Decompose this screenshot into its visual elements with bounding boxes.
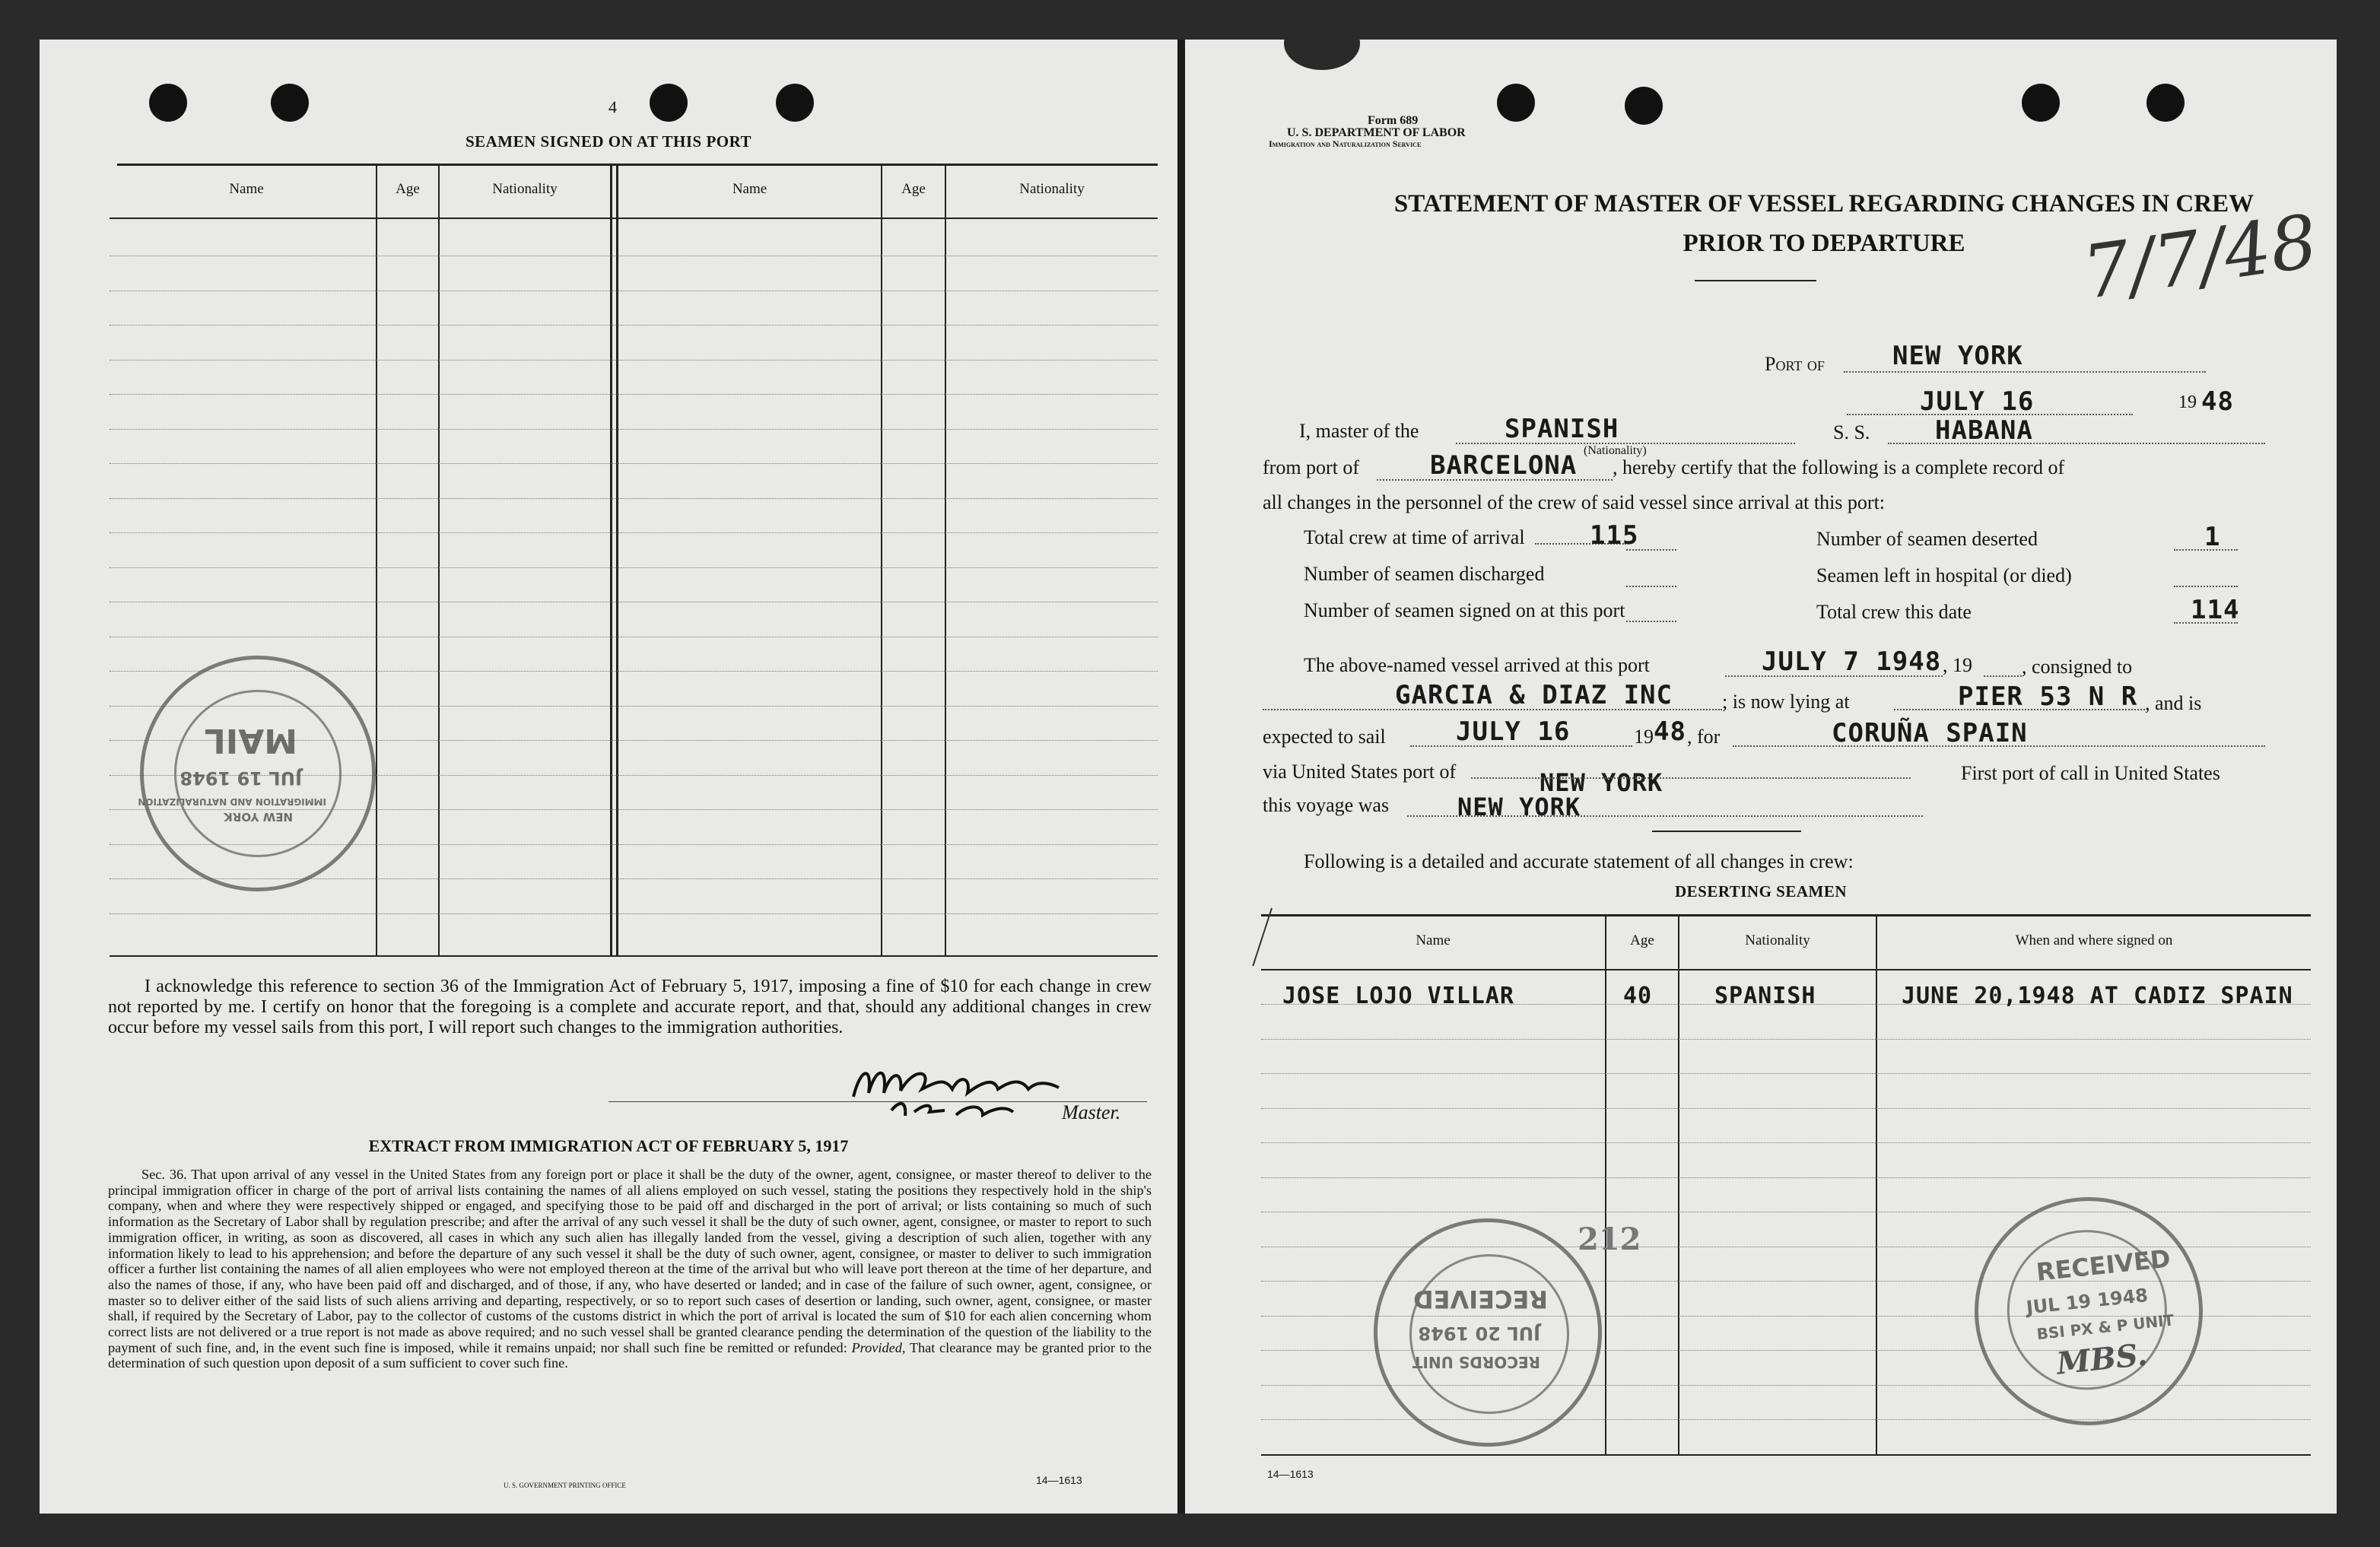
port-label: Port of xyxy=(1765,353,1825,375)
total-crew-arrival-value: 115 xyxy=(1590,520,1639,551)
from-port-value: BARCELONA xyxy=(1430,450,1578,481)
nationality-caption: (Nationality) xyxy=(1584,444,1647,457)
total-crew-date-label: Total crew this date xyxy=(1816,601,1972,623)
left-page xyxy=(40,40,1177,1514)
voyage-label: this voyage was xyxy=(1263,794,1390,816)
field-line xyxy=(1471,777,1911,780)
punch-hole xyxy=(2022,84,2060,122)
year-prefix-2: 19 xyxy=(1634,726,1654,748)
table-top-rule xyxy=(117,164,1158,166)
lying-label: ; is now lying at xyxy=(1722,691,1850,713)
column-divider xyxy=(945,166,946,957)
discharged-label: Number of seamen discharged xyxy=(1304,563,1545,585)
section-title: SEAMEN SIGNED ON AT THIS PORT xyxy=(465,132,752,151)
table-row-line xyxy=(110,602,1158,603)
title-line-2: PRIOR TO DEPARTURE xyxy=(1683,230,1965,257)
right-page xyxy=(1185,40,2337,1514)
divider-rule xyxy=(1652,831,1801,832)
date-value: JULY 16 xyxy=(1920,386,2035,417)
punch-hole xyxy=(271,84,309,122)
printing-office: U. S. GOVERNMENT PRINTING OFFICE xyxy=(504,1482,626,1489)
torn-edge xyxy=(1284,40,1360,70)
and-is-label: , and is xyxy=(2145,692,2202,714)
nationality-value: SPANISH xyxy=(1505,414,1619,444)
column-header-nationality: Nationality xyxy=(1745,932,1810,948)
field-line xyxy=(2174,622,2238,624)
field-line xyxy=(2174,549,2238,551)
table-row-line xyxy=(1261,1177,2311,1179)
via-label: via United States port of xyxy=(1263,761,1457,783)
extract-text: Sec. 36. That upon arrival of any vessel in the United States from any foreign port or place it shall be the duty of the owner, agent, consignee, or master thereof to deliver to the principal immigration officer in charge of the port of arrival lists containing the names of all aliens employed on such vessel, stating the positions they respectively hold in the ship's company, when and where they were respectively shipped or engaged, and specifying those to be paid off and discharged in the port of arrival; or lists containing so much of such information as the Secretary of Labor shall by regulation prescribe; and after the arrival of any such vessel it shall be the duty of such owner, agent, consignee, or master to report to such immigration officer, in writing, as soon as discovered, all cases in which any such alien has illegally landed from the vessel, giving a description of such alien, together with any information likely to lead to his apprehension; and before the departure of any such vessel it shall be the duty of such owner, agent, consignee, or master to deliver to such immigration officer a further list containing the names of all alien employees who were not employed thereon at the time of the arrival but who will leave port thereon at the time of her departure, and also the names of those, if any, who have been paid off and discharged, and of those, if any, who have deserted or landed; and in case of the failure of such owner, agent, consignee, or master so to deliver either of the said lists of such aliens arriving and departing, respectively, or so to report such cases of desertion or landing, such owner, agent, consignee, or master shall, if required by the Secretary of Labor, pay to the collector of customs of the customs district in which the port of arrival is located the sum of $10 for each alien concerning whom correct lists are not delivered or a true report is not made as above required; and no such vessel shall be granted clearance pending the determination of the question of the liability to the payment of such fine, and, in the event such fine is imposed, while it remains unpaid; nor shall such fine be remitted or refunded: Provided, That clearance may be granted prior to the determination of such question upon deposit of a sum sufficient to cover such fine. xyxy=(108,1167,1152,1371)
from-port-label: from port of xyxy=(1263,456,1360,478)
voyage-value: NEW YORK xyxy=(1457,793,1581,821)
deserted-value: 1 xyxy=(2204,522,2221,552)
field-line xyxy=(1888,443,2265,445)
total-crew-arrival-label: Total crew at time of arrival xyxy=(1304,526,1525,548)
arrived-value: JULY 7 1948 xyxy=(1762,646,1942,677)
table-row-line xyxy=(1261,1108,2311,1110)
mail-stamp: MAIL JUL 19 1948 NEW YORK IMMIGRATION AND NATURALIZATION xyxy=(140,656,376,891)
punch-hole xyxy=(650,84,688,122)
table-header-rule xyxy=(110,218,1158,219)
deserter-nationality: SPANISH xyxy=(1714,983,1816,1009)
deserted-label: Number of seamen deserted xyxy=(1816,528,2038,550)
table-row-line xyxy=(110,256,1158,257)
table-row-line xyxy=(1261,1039,2311,1040)
title-line-1: STATEMENT OF MASTER OF VESSEL REGARDING CHANGES IN CREW xyxy=(1393,190,2254,218)
master-of-label: I, master of the xyxy=(1299,420,1419,442)
arrived-label: The above-named vessel arrived at this port xyxy=(1304,654,1650,676)
expected-value: JULY 16 xyxy=(1456,716,1571,747)
port-value: NEW YORK xyxy=(1892,341,2023,371)
column-header-age: Age xyxy=(396,181,420,197)
table-bottom-rule xyxy=(110,955,1158,957)
table-row-line xyxy=(110,463,1158,465)
column-divider xyxy=(1605,916,1606,1455)
column-header-name: Name xyxy=(229,181,264,197)
title-rule xyxy=(1695,280,1816,281)
ss-label: S. S. xyxy=(1833,421,1870,443)
via-value: NEW YORK xyxy=(1540,768,1663,797)
ship-value: HABANA xyxy=(1935,415,2033,446)
table-row-line xyxy=(110,637,1158,638)
column-divider xyxy=(1678,916,1679,1455)
column-divider xyxy=(1876,916,1877,1455)
consignee-value: GARCIA & DIAZ INC xyxy=(1395,680,1673,710)
master-signature xyxy=(831,1036,1082,1127)
nineteen-label: , 19 xyxy=(1943,654,1972,676)
deserting-title: DESERTING SEAMEN xyxy=(1674,882,1848,901)
hospital-label: Seamen left in hospital (or died) xyxy=(1816,564,2072,586)
field-line xyxy=(1407,815,1923,818)
following-text: Following is a detailed and accurate statement of all changes in crew: xyxy=(1304,850,1854,872)
field-line xyxy=(1626,621,1676,623)
column-divider xyxy=(610,166,612,957)
column-divider xyxy=(438,166,440,957)
table-row-line xyxy=(110,532,1158,534)
punch-hole xyxy=(2146,84,2185,122)
number-stamp: 212 xyxy=(1578,1221,1641,1257)
table-row-line xyxy=(1261,1212,2311,1213)
field-line xyxy=(1263,709,1722,711)
table-row-line xyxy=(110,360,1158,361)
column-header-nationality: Nationality xyxy=(492,181,558,197)
column-header-name: Name xyxy=(1416,932,1451,948)
table-row-line xyxy=(110,394,1158,395)
column-divider xyxy=(881,166,882,957)
first-port-label: First port of call in United States xyxy=(1961,762,2220,784)
table-row-line xyxy=(1261,1142,2311,1144)
table-row-line xyxy=(1261,1073,2311,1075)
for-value: CORUÑA SPAIN xyxy=(1832,718,2028,748)
expected-label: expected to sail xyxy=(1263,726,1386,748)
field-line xyxy=(1844,371,2206,373)
year-value: 48 xyxy=(2201,386,2234,417)
table-row-line xyxy=(110,567,1158,569)
form-code: 14—1613 xyxy=(1036,1474,1082,1486)
punch-hole xyxy=(1497,84,1535,122)
punch-hole xyxy=(776,84,814,122)
column-divider xyxy=(616,166,618,957)
master-label: Master. xyxy=(1062,1101,1121,1123)
field-line xyxy=(1894,709,2145,711)
signed-on-label: Number of seamen signed on at this port xyxy=(1304,599,1625,621)
field-line xyxy=(1626,586,1676,588)
column-divider xyxy=(376,166,377,957)
received-stamp-records: RECEIVED JUL 20 1948 RECORDS UNIT xyxy=(1374,1218,1602,1447)
table-bottom-rule xyxy=(1261,1454,2311,1456)
all-changes-text: all changes in the personnel of the crew of said vessel since arrival at this port: xyxy=(1263,491,1886,513)
table-row-line xyxy=(110,913,1158,915)
field-line xyxy=(1725,675,1943,678)
expected-year-value: 48 xyxy=(1654,716,1686,747)
field-line xyxy=(1733,745,2265,748)
deserter-age: 40 xyxy=(1623,983,1653,1009)
received-stamp-bsi: RECEIVED JUL 19 1948 BSI PX & P UNIT MBS. xyxy=(1963,1186,2214,1437)
punch-hole xyxy=(149,84,187,122)
table-row-line xyxy=(110,325,1158,326)
page-number: 4 xyxy=(609,97,617,116)
for-label: , for xyxy=(1687,726,1721,748)
column-header-age: Age xyxy=(1630,932,1654,948)
acknowledgement-text: I acknowledge this reference to section 36 of the Immigration Act of February 5, 1917, imposing a fine of $10 for each change in crew not reported by me. I certify on honor that the foregoing is a complete and accurate report, and that, should any additional changes in crew occur before my vessel sails from this port, I will report such changes to the immigration authorities. xyxy=(108,977,1152,1037)
department: U. S. DEPARTMENT OF LABOR xyxy=(1287,126,1466,139)
column-header-nationality: Nationality xyxy=(1019,181,1085,197)
year-prefix: 19 xyxy=(2178,392,2197,412)
table-top-rule xyxy=(1261,914,2311,916)
punch-hole xyxy=(1625,87,1663,125)
field-line xyxy=(1377,479,1613,481)
table-row-line xyxy=(110,291,1158,292)
service: Immigration and Naturalization Service xyxy=(1269,138,1422,149)
form-code: 14—1613 xyxy=(1267,1468,1314,1480)
form-number: Form 689 xyxy=(1368,114,1419,127)
handwritten-date: 7/7/48 xyxy=(2077,199,2323,316)
page-gutter xyxy=(1177,40,1185,1514)
table-row-line xyxy=(110,498,1158,500)
table-header-rule xyxy=(1261,969,2311,970)
consigned-label: , consigned to xyxy=(2022,656,2133,678)
extract-title: EXTRACT FROM IMMIGRATION ACT OF FEBRUARY 5, 1917 xyxy=(368,1136,849,1155)
column-header-signed-on: When and where signed on xyxy=(2015,932,2173,948)
deserter-signed-on: JUNE 20,1948 AT CADIZ SPAIN xyxy=(1902,983,2293,1009)
field-line xyxy=(1410,745,1632,748)
certify-text: , hereby certify that the following is a complete record of xyxy=(1613,456,2065,478)
field-line xyxy=(1984,675,2022,678)
lying-value: PIER 53 N R xyxy=(1958,681,2138,712)
table-row-line xyxy=(110,429,1158,430)
column-header-age: Age xyxy=(901,181,926,197)
field-line xyxy=(1626,549,1676,551)
deserter-name: JOSE LOJO VILLAR xyxy=(1282,983,1514,1009)
field-line xyxy=(2174,586,2238,588)
total-crew-date-value: 114 xyxy=(2191,595,2240,625)
column-header-name: Name xyxy=(732,181,767,197)
